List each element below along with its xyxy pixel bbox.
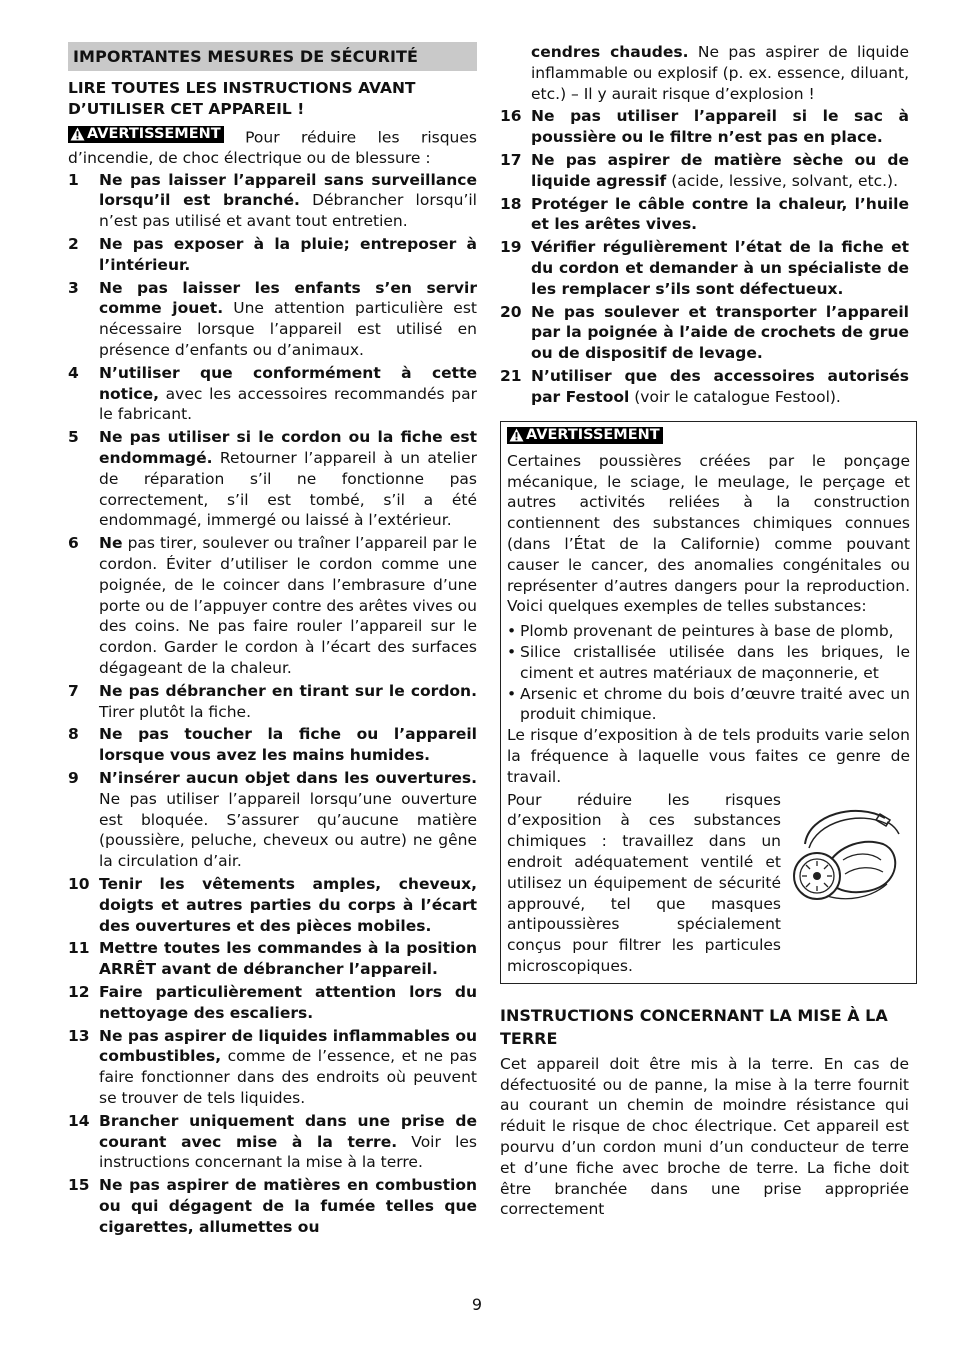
item-text: (acide, lessive, solvant, etc.). — [666, 171, 899, 190]
safety-item — [68, 681, 477, 723]
substances-list — [507, 621, 910, 725]
safety-item — [68, 724, 477, 766]
item-emphasis: Ne pas utiliser si le cordon ou la fiche est endommagé. — [99, 428, 477, 468]
item-number: 18 — [500, 194, 522, 213]
item-emphasis: Brancher uniquement dans une prise de courant avec mise à la terre. — [99, 1111, 477, 1151]
item-emphasis: Ne pas débrancher en tirant sur le cordon. — [99, 681, 477, 700]
section-heading: IMPORTANTES MESURES DE SÉCURITÉ — [68, 42, 477, 71]
safety-list-continued — [500, 42, 909, 408]
safety-item — [68, 533, 477, 679]
item-text: Ne pas utiliser l’appareil lorsqu’une ouverture est bloquée. S’assurer qu’aucune matière (poussière, peluche, cheveux ou autre) ne gêne la circulation d’air. — [99, 789, 477, 871]
safety-item — [500, 194, 909, 236]
safety-item — [500, 106, 909, 148]
item-number: 2 — [68, 235, 79, 254]
respirator-mask-icon — [787, 804, 905, 904]
safety-item — [68, 874, 477, 936]
left-column — [68, 42, 477, 1240]
item-emphasis: N’utiliser que conformément à cette notice, — [99, 363, 477, 403]
item-text: Une attention particulière est nécessaire lorsque l’appareil est utilisé en présence d’enfants ou d’animaux. — [99, 299, 477, 360]
right-column — [500, 42, 909, 1220]
safety-item — [68, 234, 477, 276]
safety-list — [68, 170, 477, 1238]
item-number: 5 — [68, 428, 79, 447]
mask-section — [507, 790, 910, 977]
safety-item — [68, 363, 477, 425]
warning-triangle-icon — [70, 127, 85, 141]
item-text: Tirer plutôt la fiche. — [99, 702, 252, 721]
item-emphasis: Ne pas toucher la fiche ou l’appareil lorsque vous avez les mains humides. — [99, 725, 477, 765]
safety-item — [500, 150, 909, 192]
item-number: 1 — [68, 170, 79, 189]
substance-item: • Silice cristallisée utilisée dans les briques, le ciment et autres matériaux de maçonnerie, et — [507, 642, 910, 684]
protection-paragraph: Pour réduire les risques d’exposition à ces substances chimiques : travaillez dans un endroit adéquatement ventilé et utilisez un équipement de sécurité approuvé, tel que masques antipoussières spécialement conçus pour filtrer les particules microscopiques. — [507, 790, 781, 975]
item-number: 10 — [68, 874, 90, 893]
prop65-warning-box — [500, 421, 917, 984]
safety-item — [68, 768, 477, 872]
safety-item — [68, 938, 477, 980]
item-number: 16 — [500, 107, 522, 126]
warning-paragraph: Certaines poussières créées par le ponçage mécanique, le sciage, le meulage, le perçage et autres activités reliées à la construction contiennent des substances chimiques connues (dans l’État de la Californie) comme pouvant causer le cancer, des anomalies congénitales ou représenter d’autres dangers pour la reproduction. Voici quelques exemples de telles substances: — [507, 451, 910, 616]
grounding-heading: INSTRUCTIONS CONCERNANT LA MISE À LA TERRE — [500, 1005, 888, 1048]
item-text: Débrancher lorsqu’il n’est pas utilisé et avant tout entretien. — [99, 191, 477, 231]
item-text: (voir le catalogue Festool). — [629, 387, 841, 406]
safety-item — [500, 366, 909, 408]
item-emphasis: Ne — [99, 534, 123, 553]
item-emphasis: Vérifier régulièrement l’état de la fiche et du cordon et demander à un spécialiste de les remplacer s’ils sont défectueux. — [531, 238, 909, 298]
warning-intro-text: Pour réduire les risques d’incendie, de choc électrique ou de blessure : — [68, 128, 477, 167]
item-emphasis: N’utiliser que des accessoires autorisés par Festool — [531, 366, 909, 406]
item-emphasis: Ne pas utiliser l’appareil si le sac à poussière ou le filtre n’est pas en place. — [531, 107, 909, 147]
warning-triangle-icon — [509, 428, 524, 442]
item-emphasis: Ne pas aspirer de matières en combustion ou qui dégagent de la fumée telles que cigarettes, allumettes ou — [99, 1176, 477, 1236]
safety-item — [68, 1111, 477, 1173]
item-number: 6 — [68, 534, 79, 553]
item-emphasis: Tenir les vêtements amples, cheveux, doigts et autres parties du corps à l’écart des ouvertures et des pièces mobiles. — [99, 874, 477, 935]
item-emphasis: Protéger le câble contre la chaleur, l’huile et les arêtes vives. — [531, 194, 909, 234]
safety-item — [500, 42, 909, 104]
warning-tag — [68, 126, 224, 143]
item-emphasis: Ne pas laisser l’appareil sans surveillance lorsqu’il est branché. — [99, 170, 477, 210]
item-number: 13 — [68, 1026, 90, 1045]
safety-item — [68, 982, 477, 1024]
item-emphasis: Ne pas laisser les enfants s’en servir comme jouet. — [99, 278, 477, 318]
item-number: 21 — [500, 366, 522, 385]
safety-item — [68, 278, 477, 361]
item-text: comme de l’essence, et ne pas faire fonctionner dans des endroits où peuvent se trouver de tels liquides. — [99, 1047, 477, 1107]
item-emphasis: Faire particulièrement attention lors du nettoyage des escaliers. — [99, 982, 477, 1022]
item-text: avec les accessoires recommandés par le fabricant. — [99, 384, 477, 424]
item-emphasis: cendres chaudes. — [531, 43, 689, 61]
item-emphasis: Ne pas aspirer de liquides inflammables ou combustibles, — [99, 1026, 477, 1066]
item-number: 14 — [68, 1111, 90, 1130]
item-number: 15 — [68, 1176, 90, 1195]
item-number: 8 — [68, 725, 79, 744]
item-number: 9 — [68, 769, 79, 787]
substance-item: • Plomb provenant de peintures à base de plomb, — [507, 621, 910, 642]
item-number: 19 — [500, 238, 522, 257]
item-number: 4 — [68, 363, 79, 382]
item-emphasis: Ne pas exposer à la pluie; entreposer à l’intérieur. — [99, 235, 477, 274]
safety-item — [68, 427, 477, 531]
item-emphasis: N’insérer aucun objet dans les ouvertures. — [99, 769, 477, 787]
warning-label: AVERTISSEMENT — [87, 125, 221, 142]
item-number: 3 — [68, 278, 79, 297]
item-number: 7 — [68, 681, 79, 700]
warning-label: AVERTISSEMENT — [526, 426, 660, 443]
safety-item — [500, 237, 909, 299]
substance-item: • Arsenic et chrome du bois d’œuvre traité avec un produit chimique. — [507, 684, 910, 726]
item-text: Ne pas aspirer de liquide inflammable ou explosif (p. ex. essence, diluant, etc.) – Il y aurait risque d’explosion ! — [531, 43, 909, 103]
safety-item — [68, 170, 477, 232]
item-emphasis: Mettre toutes les commandes à la position ARRÊT avant de débrancher l’appareil. — [99, 939, 477, 979]
item-text: Retourner l’appareil à un atelier de réparation s’il ne fonctionne pas correctement, s’il est tombé, s’il a été endommagé, immergé ou laissé à l’extérieur. — [99, 449, 477, 530]
lead-instruction: LIRE TOUTES LES INSTRUCTIONS AVANT D’UTILISER CET APPAREIL ! — [68, 79, 416, 118]
grounding-paragraph: Cet appareil doit être mis à la terre. En cas de défectuosité ou de panne, la mise à la terre fournit au courant un chemin de moindre résistance qui réduit le risque de choc électrique. Cet appareil est pourvu d’un cordon muni d’un conducteur de terre et d’une fiche avec broche de terre. La fiche doit être branchée dans une prise appropriée correctement — [500, 1054, 909, 1219]
item-emphasis: Ne pas soulever et transporter l’appareil par la poignée à l’aide de crochets de grue ou de dispositif de levage. — [531, 302, 909, 363]
safety-item — [500, 302, 909, 364]
item-number: 12 — [68, 982, 90, 1001]
item-text: pas tirer, soulever ou traîner l’appareil par le cordon. Éviter d’utiliser le cordon comme une poignée, de le coincer dans l’embrasure d’une porte ou de l’appuyer contre des arêtes vives ou des coins. Ne pas faire rouler l’appareil sur le cordon. Garder le cordon à l’écart des surfaces dégageant de la chaleur. — [99, 534, 477, 678]
item-emphasis: Ne pas aspirer de matière sèche ou de liquide agressif — [531, 150, 909, 190]
safety-item — [68, 1175, 477, 1237]
item-text: Voir les instructions concernant la mise à la terre. — [99, 1132, 477, 1172]
dust-mask-illustration — [781, 790, 910, 904]
warning-tag — [507, 427, 663, 444]
safety-item — [68, 1026, 477, 1109]
item-number: 17 — [500, 150, 522, 169]
item-number: 11 — [68, 939, 90, 958]
warning-intro — [68, 126, 477, 169]
item-number: 20 — [500, 302, 522, 321]
exposure-paragraph: Le risque d’exposition à de tels produits varie selon la fréquence à laquelle vous faites ce genre de travail. — [507, 726, 910, 786]
page-number: 9 — [471, 1295, 483, 1314]
